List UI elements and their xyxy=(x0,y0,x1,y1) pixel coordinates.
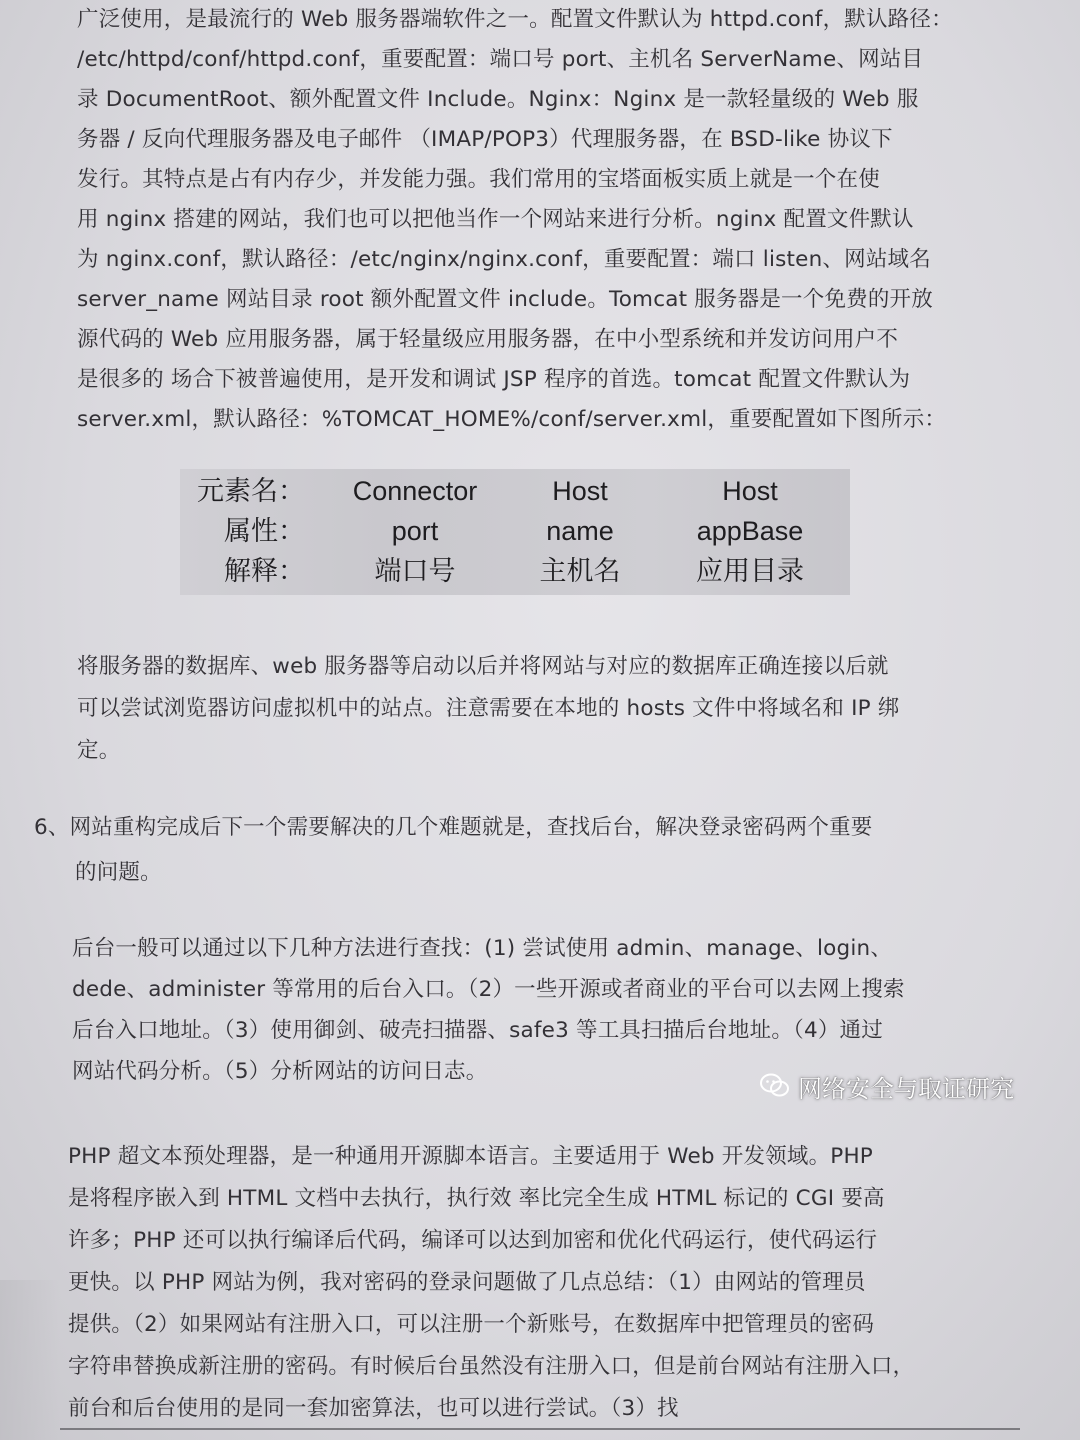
page-shadow xyxy=(0,1280,60,1440)
figure-row-attribute xyxy=(180,511,850,551)
paragraph-php-passwords xyxy=(68,1136,914,1430)
figure-cell: 主机名 xyxy=(539,556,621,586)
text-line: 将服务器的数据库、web 服务器等启动以后并将网站与对应的数据库正确连接以后就 xyxy=(77,654,889,679)
text-line: 定。 xyxy=(77,738,121,763)
text-line: 为 nginx.conf，默认路径：/etc/nginx/nginx.conf，重要配置：端口 listen、网站域名 xyxy=(77,247,931,272)
figure-label: 属性： xyxy=(224,516,305,546)
text-line: server_name 网站目录 root 额外配置文件 include。Tomcat 服务器是一个免费的开放 xyxy=(77,287,933,312)
text-line: server.xml，默认路径：%TOMCAT_HOME%/conf/server.xml，重要配置如下图所示： xyxy=(77,407,947,432)
text-line: /etc/httpd/conf/httpd.conf，重要配置：端口号 port、主机名 ServerName、网站目 xyxy=(77,47,924,72)
text-line: PHP 超文本预处理器，是一种通用开源脚本语言。主要适用于 Web 开发领域。PHP xyxy=(68,1144,873,1169)
text-line: 发行。其特点是占有内存少，并发能力强。我们常用的宝塔面板实质上就是一个在使 xyxy=(77,167,880,192)
text-line: 录 DocumentRoot、额外配置文件 Include。Nginx：Nginx 是一款轻量级的 Web 服 xyxy=(77,87,919,112)
figure-label: 解释： xyxy=(224,556,305,586)
text-line: 的问题。 xyxy=(75,860,162,885)
text-line: 广泛使用，是最流行的 Web 服务器端软件之一。配置文件默认为 httpd.conf，默认路径： xyxy=(77,7,953,32)
figure-cell: Connector xyxy=(352,476,478,506)
figure-row-element xyxy=(180,471,850,511)
figure-label: 元素名： xyxy=(197,476,305,506)
text-line: 更快。以 PHP 网站为例，我对密码的登录问题做了几点总结：（1）由网站的管理员 xyxy=(68,1270,866,1295)
watermark-text: 网络安全与取证研究 xyxy=(798,1074,1014,1103)
text-line: 务器 / 反向代理服务器及电子邮件 （IMAP/POP3）代理服务器，在 BSD-like 协议下 xyxy=(77,127,893,152)
figure-cell: appBase xyxy=(696,516,804,546)
text-line: 提供。（2）如果网站有注册入口，可以注册一个新账号，在数据库中把管理员的密码 xyxy=(68,1312,875,1337)
text-line: 后台一般可以通过以下几种方法进行查找：(1) 尝试使用 admin、manage、login、 xyxy=(72,936,893,961)
wechat-watermark xyxy=(760,1066,1014,1106)
text-line: 源代码的 Web 应用服务器，属于轻量级应用服务器，在中小型系统和并发访问用户不 xyxy=(77,327,899,352)
text-line: 字符串替换成新注册的密码。有时候后台虽然没有注册入口，但是前台网站有注册入口， xyxy=(68,1354,915,1379)
text-line: 是很多的 场合下被普遍使用，是开发和调试 JSP 程序的首选。tomcat 配置文件默认为 xyxy=(77,367,911,392)
figure-cell: 端口号 xyxy=(374,556,456,586)
section-6-heading xyxy=(34,805,872,895)
figure-cell: Host xyxy=(722,476,778,506)
text-line: dede、administer 等常用的后台入口。（2）一些开源或者商业的平台可以去网上搜索 xyxy=(72,977,905,1002)
wechat-icon xyxy=(760,1073,790,1099)
page-footer-rule xyxy=(60,1428,1020,1430)
text-line: 许多；PHP 还可以执行编译后代码，编译可以达到加密和优化代码运行，使代码运行 xyxy=(68,1228,878,1253)
text-line: 是将程序嵌入到 HTML 文档中去执行，执行效 率比完全生成 HTML 标记的 CGI 要高 xyxy=(68,1186,885,1211)
text-line: 可以尝试浏览器访问虚拟机中的站点。注意需要在本地的 hosts 文件中将域名和 IP 绑 xyxy=(77,696,900,721)
tomcat-config-figure xyxy=(180,469,850,595)
figure-cell: port xyxy=(391,516,439,546)
figure-cell: Host xyxy=(552,476,608,506)
figure-cell: 应用目录 xyxy=(696,556,804,586)
text-line: 6、网站重构完成后下一个需要解决的几个难题就是，查找后台，解决登录密码两个重要 xyxy=(34,815,873,840)
paragraph-web-servers xyxy=(77,0,953,440)
text-line: 用 nginx 搭建的网站，我们也可以把他当作一个网站来进行分析。nginx 配置文件默认 xyxy=(77,207,914,232)
text-line: 前台和后台使用的是同一套加密算法，也可以进行尝试。（3）找 xyxy=(68,1396,679,1421)
paragraph-site-setup xyxy=(77,646,900,772)
text-line: 网站代码分析。（5）分析网站的访问日志。 xyxy=(72,1059,488,1084)
figure-row-explanation xyxy=(180,551,850,591)
text-line: 后台入口地址。（3）使用御剑、破壳扫描器、safe3 等工具扫描后台地址。（4）通过 xyxy=(72,1018,883,1043)
figure-cell: name xyxy=(546,516,614,546)
